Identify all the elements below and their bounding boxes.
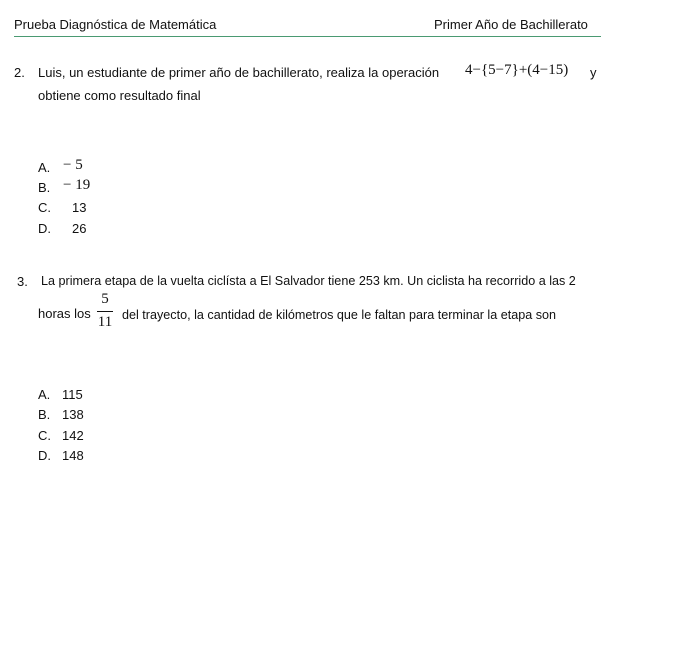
option-d-letter[interactable]: D. — [38, 448, 51, 463]
question-text-trailing: y — [590, 65, 597, 80]
header-divider — [14, 36, 601, 37]
question-text-line1: La primera etapa de la vuelta ciclísta a El Salvador tiene 253 km. Un ciclista ha recorrido a las 2 — [41, 274, 576, 288]
option-c-letter[interactable]: C. — [38, 428, 51, 443]
question-text-line1: Luis, un estudiante de primer año de bachillerato, realiza la operación — [38, 65, 440, 80]
option-a-letter[interactable]: A. — [38, 387, 51, 402]
question-text-line2-before: horas los — [38, 306, 91, 321]
question-number: 2. — [14, 65, 25, 80]
question-text-line2: obtiene como resultado final — [38, 88, 201, 103]
fraction-numerator: 5 — [101, 291, 109, 307]
option-a-letter[interactable]: A. — [38, 160, 51, 175]
option-c-letter[interactable]: C. — [38, 200, 51, 215]
math-expression: 4−{5−7}+(4−15) — [465, 62, 569, 78]
option-c-value: 13 — [72, 200, 87, 215]
option-b-value: 138 — [62, 407, 84, 422]
option-d-letter[interactable]: D. — [38, 221, 51, 236]
option-b-letter[interactable]: B. — [38, 407, 51, 422]
question-number: 3. — [17, 274, 28, 289]
question-text-line2-after: del trayecto, la cantidad de kilómetros que le faltan para terminar la etapa son — [122, 308, 557, 322]
fraction-denominator: 11 — [97, 314, 113, 330]
option-d-value: 26 — [72, 221, 87, 236]
header-right-title: Primer Año de Bachillerato — [434, 17, 588, 32]
header-left-title: Prueba Diagnóstica de Matemática — [14, 17, 217, 32]
option-a-value: − 5 — [63, 157, 83, 173]
option-d-value: 148 — [62, 448, 84, 463]
option-c-value: 142 — [62, 428, 84, 443]
option-b-value: − 19 — [63, 177, 91, 193]
option-a-value: 115 — [62, 387, 83, 402]
fraction-bar — [97, 311, 113, 312]
option-b-letter[interactable]: B. — [38, 180, 51, 195]
